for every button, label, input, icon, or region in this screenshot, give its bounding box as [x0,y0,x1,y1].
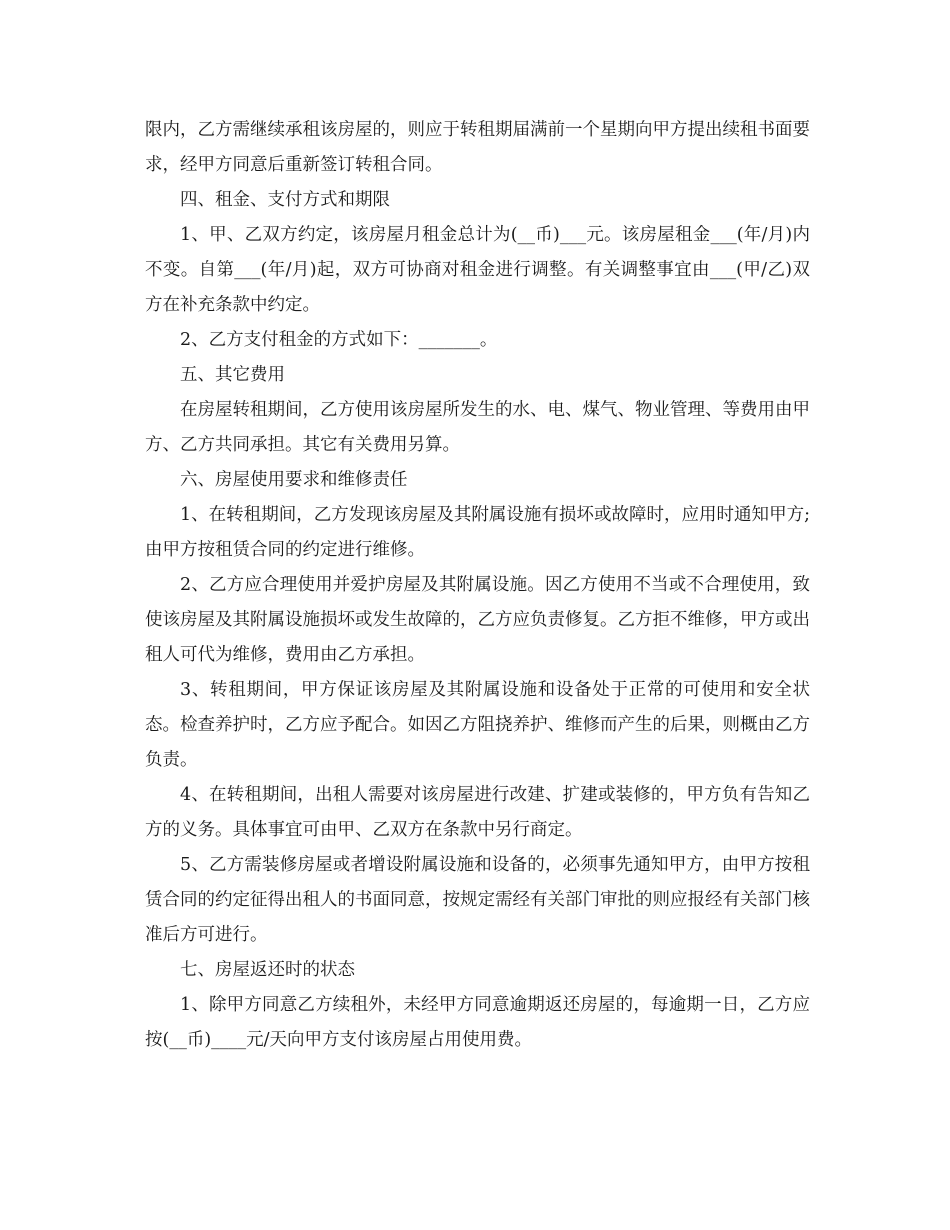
section-heading-maintenance: 六、房屋使用要求和维修责任 [180,470,408,490]
paragraph-maintenance-2: 2、乙方应合理使用并爱护房屋及其附属设施。因乙方使用不当或不合理使用，致使该房屋及其附属设施损坏或发生故障的，乙方应负责修复。乙方拒不维修，甲方或出租人可代为维修，费用由乙方承担。 [145,575,810,665]
section-heading-rent: 四、租金、支付方式和期限 [180,190,390,210]
paragraph-utilities: 在房屋转租期间，乙方使用该房屋所发生的水、电、煤气、物业管理、等费用由甲方、乙方共同承担。其它有关费用另算。 [145,400,810,455]
section-heading-other-fees: 五、其它费用 [180,365,285,385]
paragraph-maintenance-5: 5、乙方需装修房屋或者增设附属设施和设备的，必须事先通知甲方，由甲方按租赁合同的约定征得出租人的书面同意，按规定需经有关部门审批的则应报经有关部门核准后方可进行。 [145,855,810,945]
paragraph-maintenance-1: 1、在转租期间，乙方发现该房屋及其附属设施有损坏或故障时，应用时通知甲方;由甲方按租赁合同的约定进行维修。 [145,505,810,560]
paragraph-maintenance-3: 3、转租期间，甲方保证该房屋及其附属设施和设备处于正常的可使用和安全状态。检查养护时，乙方应予配合。如因乙方阻挠养护、维修而产生的后果，则概由乙方负责。 [145,680,810,770]
paragraph-renewal-clause: 限内，乙方需继续承租该房屋的，则应于转租期届满前一个星期向甲方提出续租书面要求，经甲方同意后重新签订转租合同。 [145,120,810,175]
paragraph-payment-method: 2、乙方支付租金的方式如下：_______。 [180,330,498,350]
document-body [145,113,810,1058]
section-heading-return-state: 七、房屋返还时的状态 [180,960,355,980]
paragraph-return-1: 1、除甲方同意乙方续租外，未经甲方同意逾期返还房屋的，每逾期一日，乙方应按(__币)____元/天向甲方支付该房屋占用使用费。 [145,995,810,1050]
paragraph-rent-amount: 1、甲、乙双方约定，该房屋月租金总计为(__币)___元。该房屋租金___(年/月)内不变。自第___(年/月)起，双方可协商对租金进行调整。有关调整事宜由___(甲/乙)双方在补充条款中约定。 [145,225,810,315]
paragraph-maintenance-4: 4、在转租期间，出租人需要对该房屋进行改建、扩建或装修的，甲方负有告知乙方的义务。具体事宜可由甲、乙双方在条款中另行商定。 [145,785,810,840]
